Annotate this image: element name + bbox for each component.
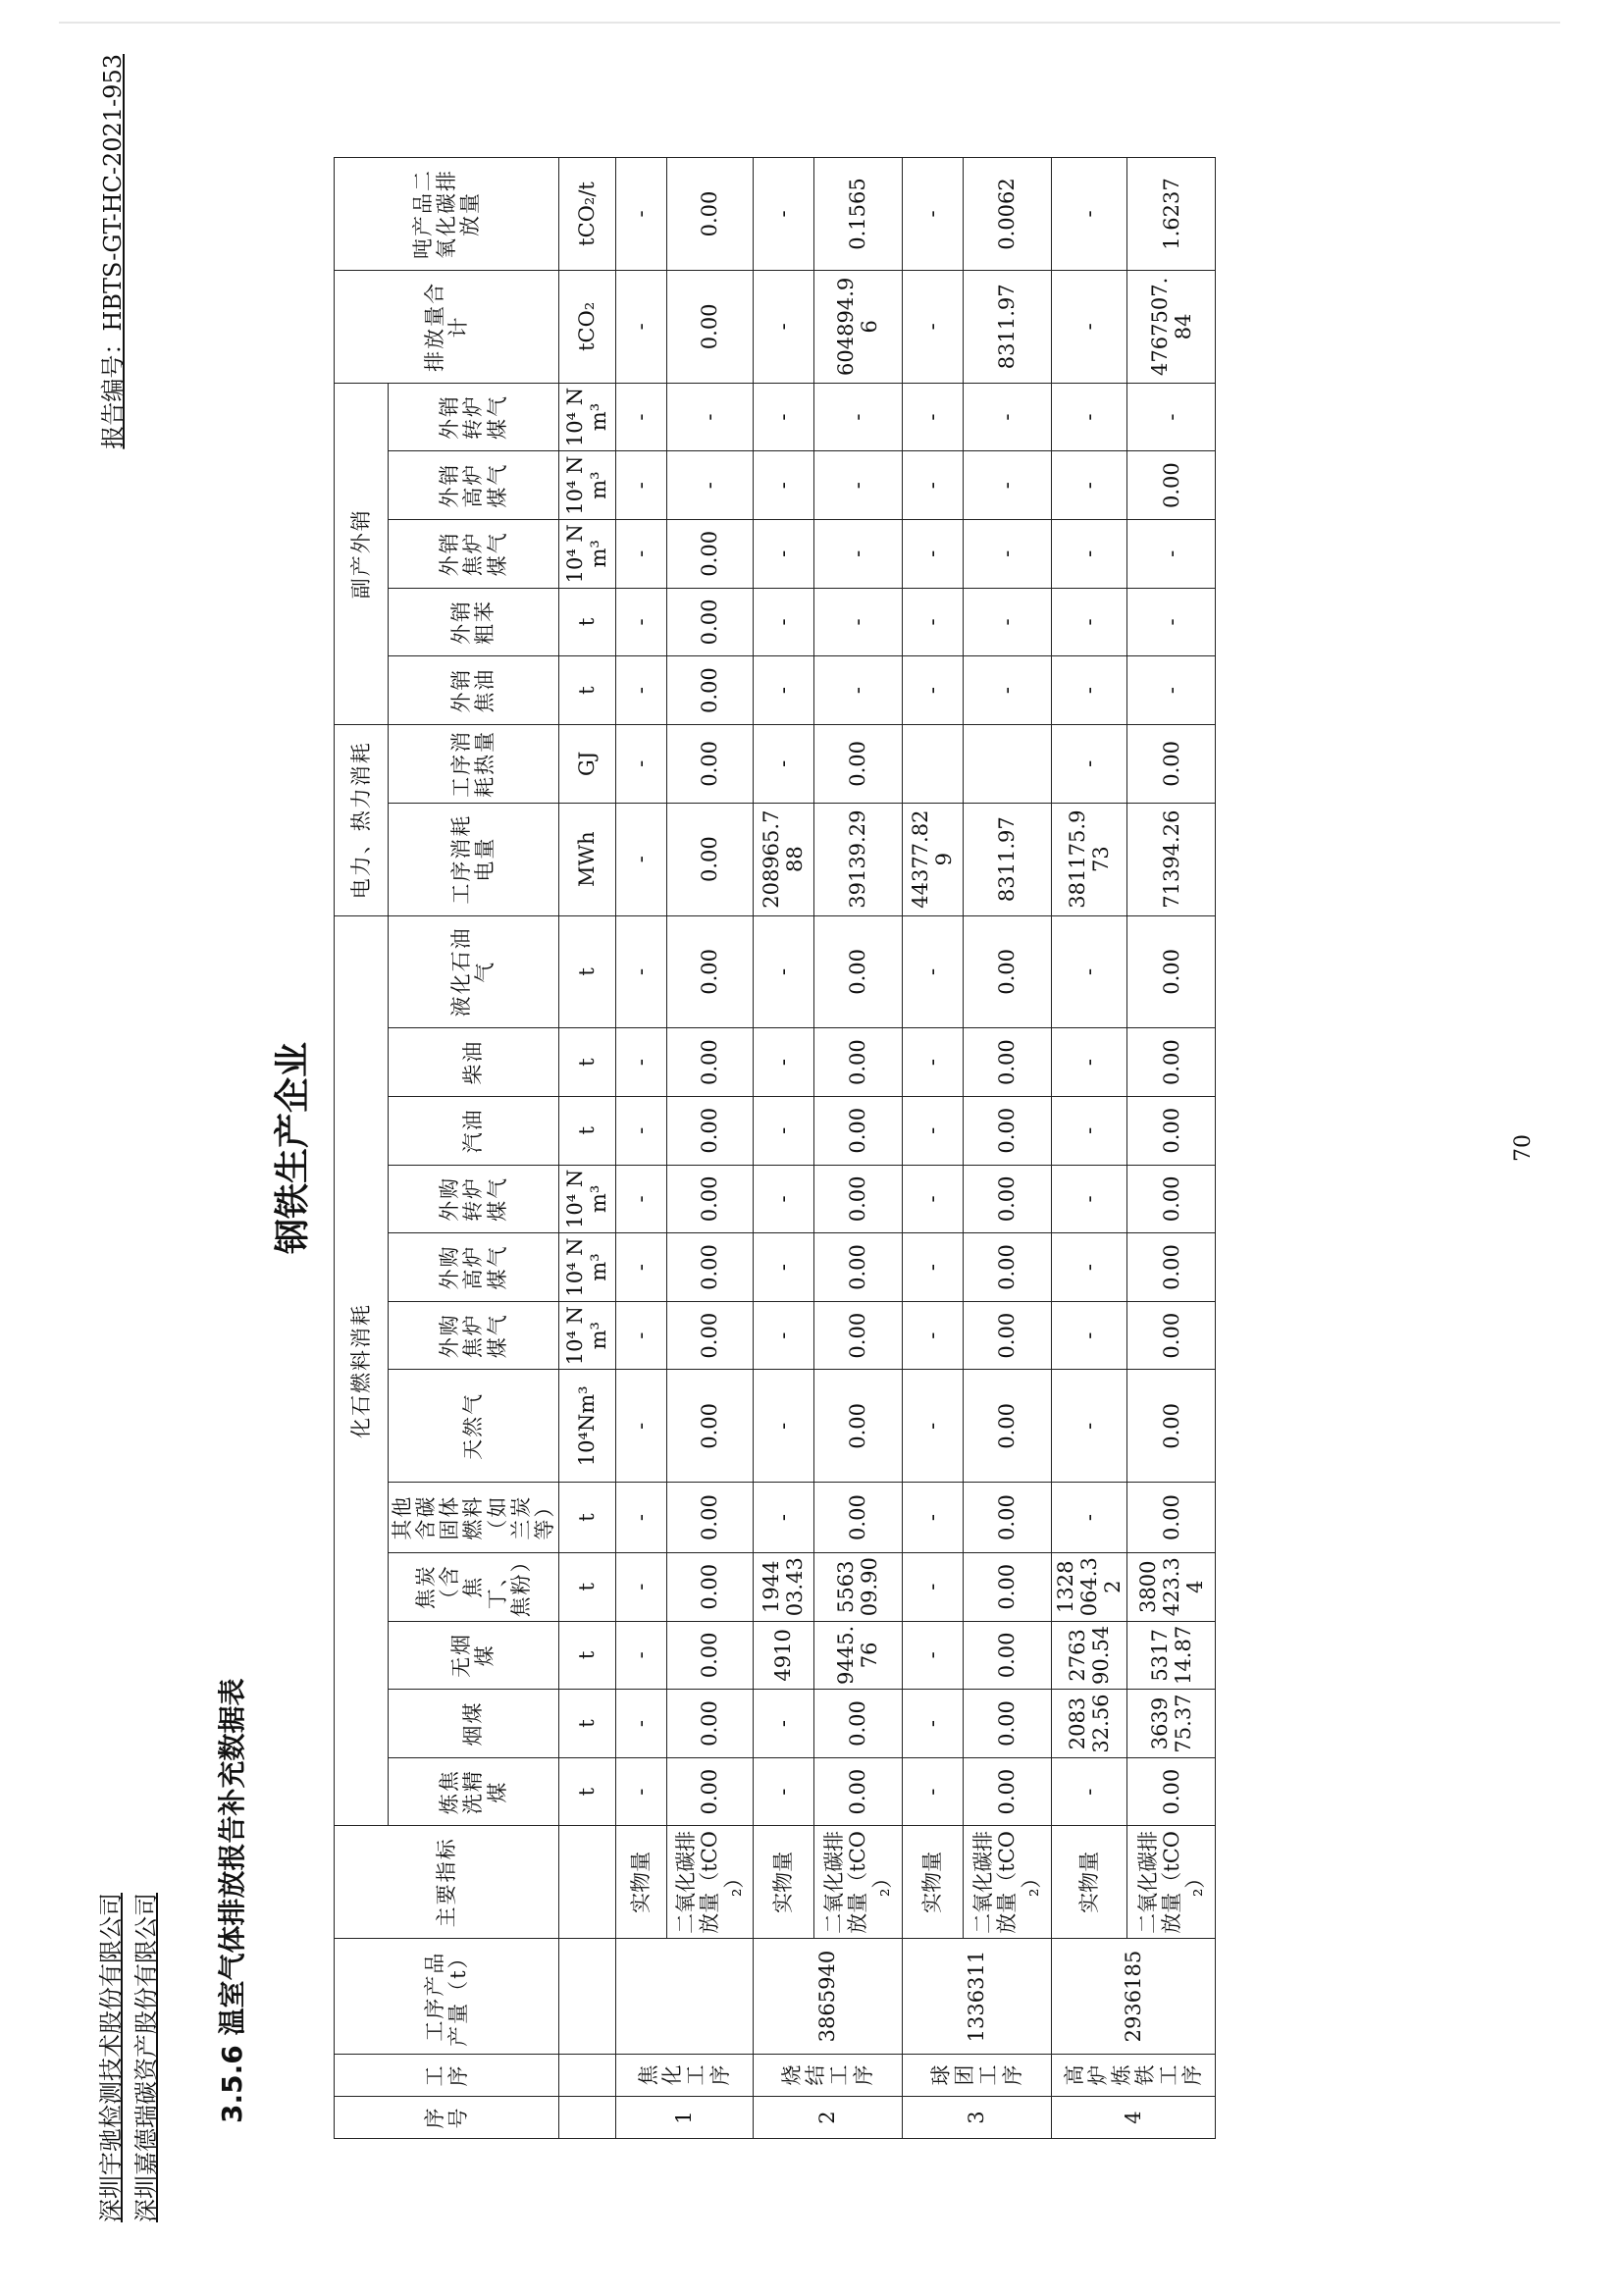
table-cell: - [902,588,963,656]
table-cell: - [813,383,902,451]
table-cell: - [963,451,1051,520]
unit: t [558,1690,615,1758]
unit: 10⁴ Nm³ [558,1301,615,1370]
group-power-heat: 电力、热力消耗 [335,724,389,915]
table-cell: 0.00 [666,1757,753,1826]
unit: 10⁴Nm³ [558,1370,615,1483]
section-title: 3.5.6 温室气体排放报告补充数据表 [216,1678,248,2123]
table-cell: 3800423.34 [1127,1552,1216,1621]
table-cell: - [753,1301,813,1370]
table-row [615,158,666,2139]
table-row [1051,158,1126,2139]
table-cell: - [813,588,902,656]
unit: t [558,915,615,1028]
col-diesel: 柴油 [389,1028,559,1097]
table-cell: - [963,519,1051,588]
table-cell: 0.00 [666,1690,753,1758]
row-process: 烧结工序 [753,2054,902,2096]
table-cell: 531714.87 [1127,1621,1216,1690]
table-cell: 0.00 [963,1483,1051,1553]
table-cell: 0.00 [1127,1028,1216,1097]
table-cell: - [1127,588,1216,656]
table-cell: - [1051,724,1126,803]
unit: 10⁴ Nm³ [558,519,615,588]
table-cell: - [753,656,813,725]
table-cell: 0.00 [666,803,753,915]
table-row [753,158,813,2139]
table-cell: - [615,1233,666,1302]
table-row [813,158,902,2139]
col-bituminous: 烟煤 [389,1690,559,1758]
table-cell: - [753,1370,813,1483]
table-cell: - [1051,270,1126,383]
company-name-2: 深圳嘉德瑞碳资产股份有限公司 [132,1893,160,2222]
table-cell: - [615,656,666,725]
table-cell: - [902,1028,963,1097]
table-cell: - [753,1096,813,1165]
table-cell: - [902,519,963,588]
table-cell: - [1127,519,1216,588]
table-cell: - [615,1621,666,1690]
row-indicator: 实物量 [753,1826,813,1939]
group-byproduct-sales: 副产外销 [335,383,389,724]
table-cell: - [753,724,813,803]
row-output: 2936185 [1051,1939,1215,2055]
table-cell: - [902,451,963,520]
row-indicator: 二氧化碳排放量（tCO₂） [1127,1826,1216,1939]
row-seq: 3 [902,2096,1051,2138]
table-cell: - [615,1096,666,1165]
unit: tCO₂ [558,270,615,383]
row-seq: 2 [753,2096,902,2138]
unit: t [558,1028,615,1097]
table-cell: 604894.96 [813,270,902,383]
table-cell: 0.0062 [963,158,1051,271]
table-cell: 0.00 [813,1233,902,1302]
col-gasoline: 汽油 [389,1096,559,1165]
table-cell: - [963,656,1051,725]
unit: t [558,1552,615,1621]
col-total-emission: 排放量合计 [335,270,559,383]
table-cell: 0.00 [1127,915,1216,1028]
table-row [1127,158,1216,2139]
table-cell: 0.00 [666,1483,753,1553]
table-cell: 0.00 [1127,1757,1216,1826]
col-sell-ld-gas: 外销转炉煤气 [389,383,559,451]
table-cell: 0.00 [813,724,902,803]
table-cell: 0.00 [813,1690,902,1758]
table-cell: 0.00 [666,519,753,588]
row-seq: 1 [615,2096,753,2138]
table-cell: 44377.829 [902,803,963,915]
table-cell: - [753,1028,813,1097]
table-cell: 0.00 [666,915,753,1028]
table-cell [963,724,1051,803]
table-cell: - [615,1370,666,1483]
unit: t [558,1621,615,1690]
table-cell: 0.00 [813,1370,902,1483]
row-seq: 4 [1051,2096,1215,2138]
col-buy-ld-gas: 外购转炉煤气 [389,1165,559,1233]
col-sell-coke-gas: 外销焦炉煤气 [389,519,559,588]
table-cell: - [615,270,666,383]
table-cell: - [1051,1483,1126,1553]
table-body [615,158,1215,2139]
table-cell: - [813,519,902,588]
table-cell: - [902,1165,963,1233]
table-cell: - [902,1233,963,1302]
table-cell: 381175.973 [1051,803,1126,915]
col-coke: 焦炭（含焦丁、焦粉） [389,1552,559,1621]
table-cell: 0.00 [1127,1370,1216,1483]
table-cell: - [615,451,666,520]
table-cell: - [1051,1165,1126,1233]
table-cell: 0.00 [813,1096,902,1165]
table-cell: - [902,1483,963,1553]
table-cell: - [902,1301,963,1370]
table-cell: - [902,383,963,451]
table-cell: - [753,519,813,588]
table-cell: 0.00 [963,915,1051,1028]
col-sell-benzene: 外销粗苯 [389,588,559,656]
row-process: 焦化工序 [615,2054,753,2096]
table-cell: - [902,1552,963,1621]
table-cell: 0.00 [1127,1165,1216,1233]
table-cell: - [1051,1757,1126,1826]
table-cell: - [615,1028,666,1097]
row-process: 高炉炼铁工序 [1051,2054,1215,2096]
col-natural-gas: 天然气 [389,1370,559,1483]
table-cell: 0.00 [813,1483,902,1553]
table-cell: 0.00 [666,1028,753,1097]
table-cell: - [666,383,753,451]
table-cell: - [753,270,813,383]
row-indicator: 二氧化碳排放量（tCO₂） [963,1826,1051,1939]
table-cell: 0.00 [813,1165,902,1233]
row-indicator: 实物量 [902,1826,963,1939]
unit: t [558,1483,615,1553]
col-sell-bf-gas: 外销高炉煤气 [389,451,559,520]
unit: 10⁴ Nm³ [558,451,615,520]
table-cell: - [1051,451,1126,520]
table-cell: 8311.97 [963,803,1051,915]
company-header [93,1893,164,2222]
table-cell: - [1127,383,1216,451]
table-cell: - [1051,1301,1126,1370]
table-cell: - [902,1096,963,1165]
table-cell: 0.00 [666,1301,753,1370]
table-cell: 0.00 [666,724,753,803]
table-cell: 0.00 [963,1233,1051,1302]
table-cell: 194403.43 [753,1552,813,1621]
table-cell: - [902,1690,963,1758]
table-cell: - [1051,915,1126,1028]
table-cell: 0.00 [813,1757,902,1826]
row-output: 3865940 [753,1939,902,2055]
unit: t [558,588,615,656]
table-cell: - [753,158,813,271]
table-cell: - [902,1370,963,1483]
table-cell: - [753,1233,813,1302]
table-cell: 39139.29 [813,803,902,915]
table-cell: 0.00 [963,1370,1051,1483]
units-row [558,158,615,2139]
table-cell: 0.00 [666,1370,753,1483]
page-number: 70 [1511,1134,1536,1162]
table-cell: - [963,588,1051,656]
unit: 10⁴ Nm³ [558,1165,615,1233]
col-heat: 工序消耗热量 [389,724,559,803]
table-cell: 0.00 [963,1165,1051,1233]
table-cell: 0.00 [666,270,753,383]
table-cell: 8311.97 [963,270,1051,383]
table-cell [902,724,963,803]
table-cell: - [813,656,902,725]
report-number: 报告编号：HBTS-GT-HC-2021-953 [99,54,127,449]
row-indicator: 实物量 [615,1826,666,1939]
table-cell: 0.00 [963,1301,1051,1370]
table-cell: - [902,656,963,725]
table-cell: - [753,383,813,451]
page-title: 钢铁生产企业 [273,1042,313,1255]
table-cell: 0.00 [1127,1096,1216,1165]
col-buy-coke-gas: 外购焦炉煤气 [389,1301,559,1370]
table-cell: - [902,1757,963,1826]
table-cell: - [615,724,666,803]
table-cell: 0.00 [666,1552,753,1621]
table-cell: - [1051,519,1126,588]
table-cell: 0.00 [963,1552,1051,1621]
col-emission-per-ton: 吨产品二氧化碳排放量 [335,158,559,271]
table-cell: 0.00 [666,1165,753,1233]
table-cell: - [615,383,666,451]
table-cell: 71394.26 [1127,803,1216,915]
table-cell: - [902,1621,963,1690]
table-cell: - [666,451,753,520]
table-cell: - [753,1757,813,1826]
table-cell: 0.00 [963,1757,1051,1826]
col-anthracite: 无烟煤 [389,1621,559,1690]
table-cell: - [902,270,963,383]
table-cell: - [753,915,813,1028]
unit: t [558,1757,615,1826]
table-cell: - [1051,383,1126,451]
unit: t [558,1096,615,1165]
unit: tCO₂/t [558,158,615,271]
table-cell: - [963,383,1051,451]
table-row [902,158,963,2139]
table-cell: 208332.56 [1051,1690,1126,1758]
table-cell: - [1051,1028,1126,1097]
table-cell: - [1051,1233,1126,1302]
table-row [963,158,1051,2139]
table-cell: 0.00 [963,1690,1051,1758]
table-cell: 4910 [753,1621,813,1690]
row-output: 1336311 [902,1939,1051,2055]
table-cell: - [1051,656,1126,725]
col-output: 工序产品产量（t） [335,1939,559,2055]
unit: t [558,656,615,725]
table-cell: 0.00 [1127,1233,1216,1302]
col-lpg: 液化石油气 [389,915,559,1028]
table-cell: - [615,1165,666,1233]
row-output [615,1939,753,2055]
unit: 10⁴ Nm³ [558,1233,615,1302]
company-name-1: 深圳宇驰检测技术股份有限公司 [97,1893,125,2222]
col-other-solid: 其他含碳固体燃料（如兰炭等） [389,1483,559,1553]
col-electricity: 工序消耗电量 [389,803,559,915]
table-cell: - [1051,1096,1126,1165]
table-cell: 0.00 [963,1621,1051,1690]
row-process: 球团工序 [902,2054,1051,2096]
table-cell: - [813,451,902,520]
table-cell: 9445.76 [813,1621,902,1690]
row-indicator: 二氧化碳排放量（tCO₂） [666,1826,753,1939]
table-cell: 4767507.84 [1127,270,1216,383]
table-cell: - [615,1690,666,1758]
table-cell: 0.00 [1127,1301,1216,1370]
group-fossil-fuel: 化石燃料消耗 [335,915,389,1826]
table-cell: 0.00 [813,1028,902,1097]
table-cell: 1.6237 [1127,158,1216,271]
supplementary-data-table [334,157,1216,2139]
table-cell: - [902,158,963,271]
table-cell: 0.00 [963,1096,1051,1165]
table-cell: - [753,1165,813,1233]
table-cell: - [615,1301,666,1370]
table-cell: 0.00 [666,1233,753,1302]
table-cell: 0.00 [1127,1483,1216,1553]
table-cell: - [1051,158,1126,271]
table-cell: 208965.788 [753,803,813,915]
table-cell: - [1127,656,1216,725]
table-cell: 0.00 [666,158,753,271]
table-cell: 0.00 [666,656,753,725]
table-cell: 0.00 [963,1028,1051,1097]
table-cell: - [615,519,666,588]
table-cell: - [615,158,666,271]
table-row [666,158,753,2139]
table-cell: - [615,1483,666,1553]
table-cell: 0.00 [666,588,753,656]
table-cell: 276390.54 [1051,1621,1126,1690]
table-cell: - [753,588,813,656]
table-cell: - [1051,588,1126,656]
table-cell: - [902,915,963,1028]
row-indicator: 二氧化碳排放量（tCO₂） [813,1826,902,1939]
col-sell-tar: 外销焦油 [389,656,559,725]
table-cell: - [1051,1370,1126,1483]
row-indicator: 实物量 [1051,1826,1126,1939]
table-cell: - [753,1483,813,1553]
table-cell: - [615,1552,666,1621]
table-cell: 0.00 [1127,451,1216,520]
table-cell: 0.00 [666,1621,753,1690]
table-cell: 0.00 [666,1096,753,1165]
col-seq: 序号 [335,2096,559,2138]
table-cell: 0.00 [813,915,902,1028]
col-buy-bf-gas: 外购高炉煤气 [389,1233,559,1302]
unit: MWh [558,803,615,915]
table-cell: 556309.90 [813,1552,902,1621]
table-cell: - [753,1690,813,1758]
col-coking-coal: 炼焦洗精煤 [389,1757,559,1826]
table-cell: 0.1565 [813,158,902,271]
table-cell: 0.00 [813,1301,902,1370]
table-cell: - [615,915,666,1028]
col-indicator: 主要指标 [335,1826,559,1939]
table-cell: - [615,1757,666,1826]
unit: GJ [558,724,615,803]
table-cell: 363975.37 [1127,1690,1216,1758]
col-process: 工序 [335,2054,559,2096]
table-cell: - [615,588,666,656]
unit: 10⁴ Nm³ [558,383,615,451]
table-cell: 1328064.32 [1051,1552,1126,1621]
table-cell: 0.00 [1127,724,1216,803]
table-cell: - [615,803,666,915]
table-cell: - [753,451,813,520]
